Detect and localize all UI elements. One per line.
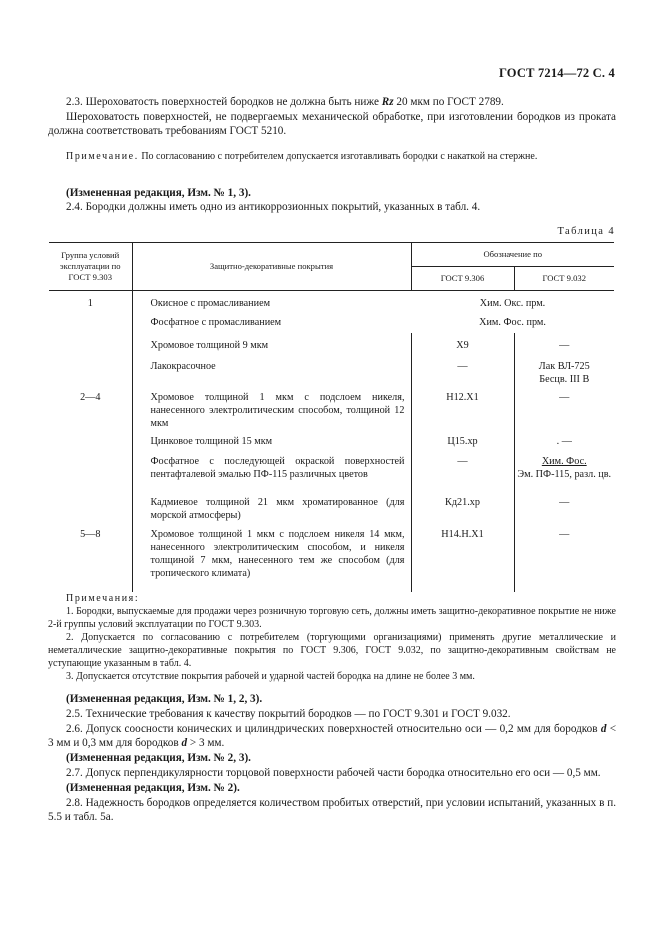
amendment-2: (Измененная редакция, Изм. № 1, 2, 3).: [66, 693, 263, 705]
cell-group: 1: [87, 298, 93, 309]
cell-gost-9032: . —: [514, 430, 614, 448]
paragraph-2-5: 2.5. Технические требования к качеству покрытий бородков — по ГОСТ 9.301 и ГОСТ 9.032.: [66, 708, 511, 720]
paragraph-2-6-text-mid: < 3 мм и 0,3 мм для бородков: [48, 723, 616, 749]
cell-gost-9032-line1: Хим. Фос.: [541, 455, 587, 467]
cell-gost-9032: [514, 448, 614, 490]
cell-gost-9306: Н12.Х1: [411, 386, 514, 430]
tail-block: [48, 692, 616, 824]
page-header: ГОСТ 7214—72 С. 4: [498, 66, 615, 80]
table-row: [49, 352, 614, 386]
cell-gost-9032: —: [514, 490, 614, 522]
cell-coating: Хромовое толщиной 9 мкм: [132, 333, 411, 352]
cell-gost-9306: Х9: [411, 333, 514, 352]
rz-symbol: Rz: [381, 96, 394, 108]
cell-coating: Фосфатное с последующей окраской поверхностей пентафталевой эмалью ПФ-115 различных цветов: [132, 448, 411, 490]
cell-gost-9306: Кд21.хр: [411, 490, 514, 522]
cell-coating: Лакокрасочное: [132, 352, 411, 386]
cell-merged-designation: Хим. Фос. прм.: [479, 316, 546, 328]
d-symbol: d: [181, 737, 188, 749]
header-designation: Обозначение по: [411, 243, 614, 267]
header-gost-9306: ГОСТ 9.306: [411, 267, 514, 291]
cell-gost-9032-line2: Эм. ПФ-115, разл. цв.: [517, 468, 612, 480]
cell-gost-9032-line2: Бесцв. III В: [539, 373, 590, 385]
cell-group: 5—8: [80, 528, 101, 540]
cell-merged-designation: Хим. Окс. прм.: [479, 298, 546, 309]
note-1-label: Примечание.: [66, 151, 139, 162]
notes-block: [48, 592, 616, 683]
paragraph-2-6-text-end: > 3 мм.: [187, 737, 225, 749]
paragraph-2-6-text: 2.6. Допуск соосности конических и цилиндрических поверхностей относительно оси — 0,2 мм для бородков: [66, 723, 601, 735]
paragraph-2-3-text-end: 20 мкм по ГОСТ 2789.: [393, 96, 504, 108]
paragraph-2-6: [48, 722, 616, 750]
cell-group: [49, 333, 132, 352]
note-item-2: 2. Допускается по согласованию с потребителем (торгующими организациями) применять другие металлические и неметаллические защитно-декоративные покрытия по ГОСТ 9.306, ГОСТ 9.032, по защитно-декоративным свойствам не уступающие указанным в табл. 4.: [48, 632, 616, 669]
table-row: [49, 313, 614, 333]
notes-label: Примечания:: [66, 593, 140, 604]
table-row: [49, 490, 614, 522]
amendment-1: (Измененная редакция, Изм. № 1, 3).: [66, 187, 251, 199]
cell-gost-9306: Н14.Н.Х1: [411, 522, 514, 592]
table-row: [49, 291, 614, 313]
cell-coating: Цинковое толщиной 15 мкм: [132, 430, 411, 448]
cell-coating: Хромовое толщиной 1 мкм с подслоем никеля 14 мкм, нанесенного электролитическим способом, и никеля толщиной 7 мкм, нанесенного тем же способом (для тропического климата): [132, 522, 411, 592]
amendment-4: (Измененная редакция, Изм. № 2).: [66, 782, 240, 794]
paragraph-2-4: 2.4. Бородки должны иметь одно из антикоррозионных покрытий, указанных в табл. 4.: [66, 201, 481, 213]
cell-group: [49, 448, 132, 490]
cell-group: [49, 490, 132, 522]
note-item-3: 3. Допускается отсутствие покрытия рабочей и ударной частей бородка на длине не более 3 мм.: [66, 671, 475, 682]
cell-coating: Фосфатное с промасливанием: [132, 313, 411, 333]
header-group: Группа условий эксплуатации по ГОСТ 9.303: [49, 243, 132, 291]
cell-gost-9032-line1: Лак ВЛ-725: [538, 360, 590, 372]
note-1: [48, 150, 616, 163]
amendment-3: (Измененная редакция, Изм. № 2, 3).: [66, 752, 251, 764]
cell-gost-9032: —: [514, 333, 614, 352]
cell-group: [49, 430, 132, 448]
note-1-text: По согласованию с потребителем допускается изготавливать бородки с накаткой на стержне.: [138, 151, 538, 162]
table-row: [49, 448, 614, 490]
paragraph-2-3: [48, 95, 616, 109]
cell-gost-9032: —: [514, 386, 614, 430]
table-caption: Таблица 4: [557, 226, 615, 237]
d-symbol: d: [600, 723, 607, 735]
cell-coating: Кадмиевое толщиной 21 мкм хроматированное (для морской атмосферы): [132, 490, 411, 522]
paragraph-2-7: 2.7. Допуск перпендикулярности торцовой поверхности рабочей части бородка относительно его оси — 0,5 мм.: [66, 767, 601, 779]
paragraph-2-3-text: 2.3. Шероховатость поверхностей бородков не должна быть ниже: [66, 96, 382, 108]
table-row: [49, 386, 614, 430]
coatings-table: [49, 242, 614, 592]
table-row: [49, 430, 614, 448]
cell-coating: Окисное с промасливанием: [132, 291, 411, 313]
cell-gost-9032: [514, 352, 614, 386]
table-row: [49, 333, 614, 352]
note-item-1: 1. Бородки, выпускаемые для продажи через розничную торговую сеть, должны иметь защитно-декоративное покрытие не ниже 2-й группы условий эксплуатации по ГОСТ 9.303.: [48, 606, 616, 630]
cell-gost-9306: —: [411, 352, 514, 386]
table-row: [49, 522, 614, 592]
cell-gost-9306: Ц15.хр: [411, 430, 514, 448]
header-gost-9032: ГОСТ 9.032: [514, 267, 614, 291]
cell-group: [49, 313, 132, 333]
paragraph-2-8: 2.8. Надежность бородков определяется количеством пробитых отверстий, при условии испытаний, указанных в п. 5.5 и табл. 5а.: [48, 797, 616, 823]
cell-gost-9032: —: [514, 522, 614, 592]
cell-coating: Хромовое толщиной 1 мкм с подслоем никеля, нанесенного электролитическим способом, толщиной 12 мкм: [132, 386, 411, 430]
paragraph-2-3-continuation: Шероховатость поверхностей, не подвергаемых механической обработке, при изготовлении бородков из проката должна соответствовать требованиям ГОСТ 5210.: [48, 111, 616, 137]
header-coating: Защитно-декоративные покрытия: [132, 243, 411, 291]
cell-group: [49, 352, 132, 386]
cell-group: 2—4: [80, 391, 101, 403]
cell-gost-9306: —: [411, 448, 514, 490]
